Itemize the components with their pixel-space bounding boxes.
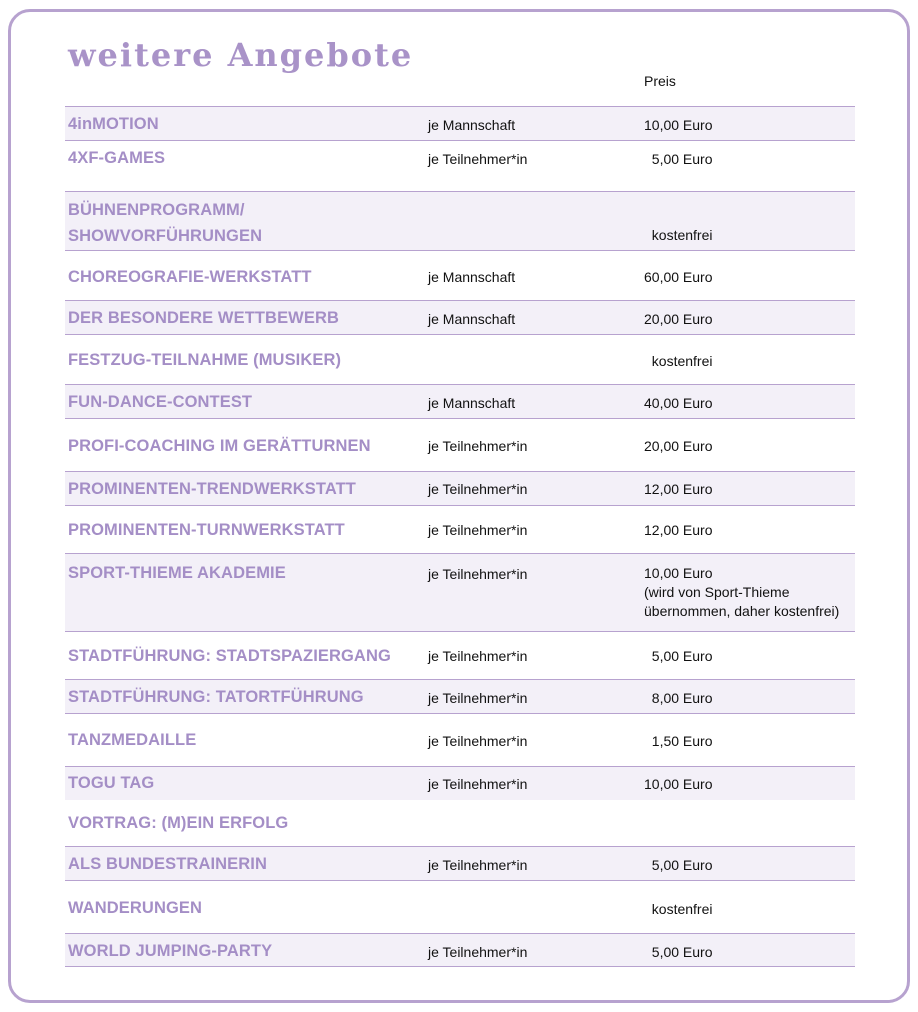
offer-unit: je Teilnehmer*in bbox=[428, 776, 528, 792]
table-row bbox=[65, 880, 855, 933]
offer-name: FUN-DANCE-CONTEST bbox=[68, 393, 253, 411]
offer-price: 10,00 Euro (wird von Sport-Thieme übernommen, daher kostenfrei) bbox=[644, 565, 840, 619]
table-row bbox=[65, 505, 855, 553]
table-row bbox=[65, 418, 855, 471]
offer-price: 10,00 Euro bbox=[644, 117, 713, 133]
offer-name: ALS BUNDESTRAINERIN bbox=[68, 855, 267, 873]
table-row bbox=[65, 384, 855, 418]
offer-unit: je Mannschaft bbox=[428, 395, 516, 411]
offer-name: PROMINENTEN-TURNWERKSTATT bbox=[68, 521, 345, 539]
table-row bbox=[65, 933, 855, 967]
offer-name: STADTFÜHRUNG: STADTSPAZIERGANG bbox=[68, 647, 391, 665]
offer-name: PROMINENTEN-TRENDWERKSTATT bbox=[68, 480, 356, 498]
table-row bbox=[65, 300, 855, 334]
table-row bbox=[65, 250, 855, 300]
offer-price: 8,00 Euro bbox=[644, 690, 713, 706]
price-column-header: Preis bbox=[644, 73, 676, 89]
offer-unit: je Mannschaft bbox=[428, 311, 516, 327]
table-row bbox=[65, 191, 855, 250]
table-row bbox=[65, 140, 855, 191]
offer-unit: je Mannschaft bbox=[428, 117, 516, 133]
table-row bbox=[65, 106, 855, 140]
table-row bbox=[65, 679, 855, 713]
table-row bbox=[65, 766, 855, 800]
offer-price: kostenfrei bbox=[644, 227, 713, 243]
page-title: weitere Angebote bbox=[68, 36, 414, 74]
offer-unit: je Mannschaft bbox=[428, 269, 516, 285]
offer-price: 20,00 Euro bbox=[644, 311, 713, 327]
offer-price: 5,00 Euro bbox=[644, 648, 713, 664]
offer-unit: je Teilnehmer*in bbox=[428, 566, 528, 582]
offer-name: BÜHNENPROGRAMM/ SHOWVORFÜHRUNGEN bbox=[68, 201, 263, 245]
table-row bbox=[65, 800, 855, 846]
offer-name: TOGU TAG bbox=[68, 774, 155, 792]
table-row bbox=[65, 846, 855, 880]
offers-table bbox=[65, 106, 855, 967]
table-row bbox=[65, 631, 855, 679]
offer-name: TANZMEDAILLE bbox=[68, 731, 197, 749]
offer-price: 20,00 Euro bbox=[644, 438, 713, 454]
offer-name: WANDERUNGEN bbox=[68, 899, 203, 917]
offer-name: SPORT-THIEME AKADEMIE bbox=[68, 564, 286, 582]
offer-name: CHOREOGRAFIE-WERKSTATT bbox=[68, 268, 312, 286]
table-row bbox=[65, 471, 855, 505]
offer-unit: je Teilnehmer*in bbox=[428, 481, 528, 497]
offer-name: FESTZUG-TEILNAHME (MUSIKER) bbox=[68, 351, 342, 369]
offer-unit: je Teilnehmer*in bbox=[428, 648, 528, 664]
offer-name: STADTFÜHRUNG: TATORTFÜHRUNG bbox=[68, 688, 364, 706]
offer-price: 5,00 Euro bbox=[644, 857, 713, 873]
offer-unit: je Teilnehmer*in bbox=[428, 857, 528, 873]
offer-name: DER BESONDERE WETTBEWERB bbox=[68, 309, 339, 327]
offer-price: 1,50 Euro bbox=[644, 733, 713, 749]
offer-price: 10,00 Euro bbox=[644, 776, 713, 792]
offer-price: 12,00 Euro bbox=[644, 522, 713, 538]
offer-unit: je Teilnehmer*in bbox=[428, 522, 528, 538]
offer-unit: je Teilnehmer*in bbox=[428, 438, 528, 454]
offer-price: 40,00 Euro bbox=[644, 395, 713, 411]
offer-unit: je Teilnehmer*in bbox=[428, 151, 528, 167]
offer-price: kostenfrei bbox=[644, 901, 713, 917]
offer-unit: je Teilnehmer*in bbox=[428, 733, 528, 749]
table-row bbox=[65, 713, 855, 766]
offer-name: 4inMOTION bbox=[68, 115, 159, 133]
offer-price: kostenfrei bbox=[644, 353, 713, 369]
offer-name: 4XF-GAMES bbox=[68, 149, 166, 167]
offer-name: PROFI-COACHING IM GERÄTTURNEN bbox=[68, 437, 371, 455]
offer-name: VORTRAG: (M)EIN ERFOLG bbox=[68, 814, 289, 832]
offer-price: 5,00 Euro bbox=[644, 944, 713, 960]
offer-price: 60,00 Euro bbox=[644, 269, 713, 285]
offer-unit: je Teilnehmer*in bbox=[428, 690, 528, 706]
table-row bbox=[65, 553, 855, 631]
offer-name: WORLD JUMPING-PARTY bbox=[68, 942, 273, 960]
table-row bbox=[65, 334, 855, 384]
offer-unit: je Teilnehmer*in bbox=[428, 944, 528, 960]
offer-price: 12,00 Euro bbox=[644, 481, 713, 497]
offer-price: 5,00 Euro bbox=[644, 151, 713, 167]
